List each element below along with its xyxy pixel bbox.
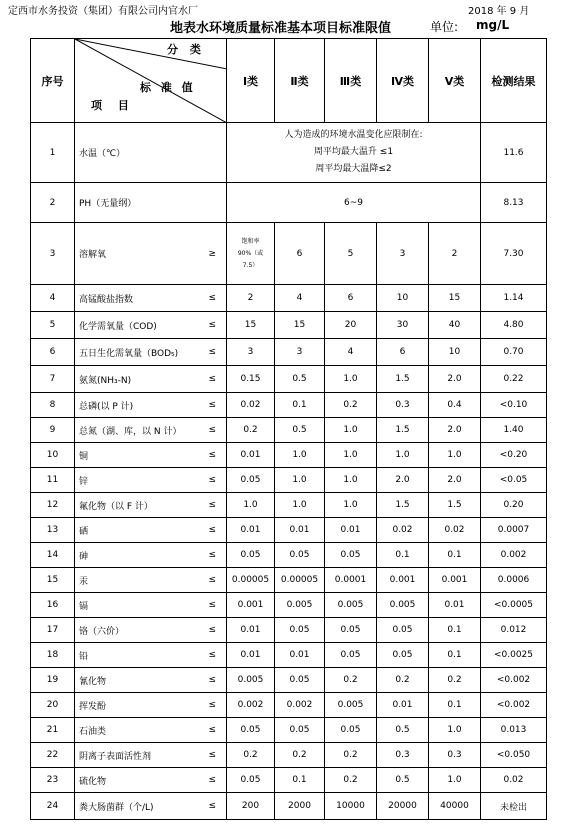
- row-class4: 0.1: [377, 543, 429, 568]
- row-name: 水温（℃）: [75, 123, 227, 183]
- row-class2: 0.5: [275, 418, 325, 443]
- row-class2: 0.00005: [275, 568, 325, 593]
- row-class2: 0.05: [275, 718, 325, 743]
- row-class1: 0.01: [227, 518, 275, 543]
- row-class3: 0.2: [325, 768, 377, 793]
- comparison-sign: ≤: [208, 801, 216, 811]
- row-class5: 0.1: [429, 693, 481, 718]
- row-seq: 16: [31, 593, 75, 618]
- row-result: <0.0025: [481, 643, 547, 668]
- table-row: [31, 223, 547, 285]
- row-class2: 4: [275, 285, 325, 312]
- row-class3: 1.0: [325, 418, 377, 443]
- comparison-sign: ≥: [208, 248, 216, 259]
- diag-category-label: 分 类: [167, 43, 205, 56]
- row-name: 高锰酸盐指数: [79, 294, 134, 305]
- row-name-cell: [75, 768, 227, 793]
- row-class4: 1.5: [377, 418, 429, 443]
- row-class5: 10: [429, 339, 481, 366]
- comparison-sign: ≤: [208, 293, 216, 303]
- row-name: 铅: [79, 651, 89, 662]
- row-class5: 0.1: [429, 618, 481, 643]
- row-seq: 15: [31, 568, 75, 593]
- row-class4: 0.01: [377, 693, 429, 718]
- header-class4: Ⅳ类: [377, 39, 429, 123]
- row-class4: 0.5: [377, 768, 429, 793]
- row-seq: 7: [31, 366, 75, 393]
- row-class1: 0.01: [227, 443, 275, 468]
- row-name: 挥发酚: [79, 701, 107, 712]
- header-class3: Ⅲ类: [325, 39, 377, 123]
- table-row: [31, 285, 547, 312]
- row-name-cell: [75, 593, 227, 618]
- row-class4: 30: [377, 312, 429, 339]
- row-class3: 0.05: [325, 543, 377, 568]
- row-seq: 2: [31, 183, 75, 223]
- row-class1: 200: [227, 793, 275, 820]
- row-seq: 1: [31, 123, 75, 183]
- row-seq: 9: [31, 418, 75, 443]
- header-diagonal-cell: [75, 39, 227, 123]
- row-name-cell: [75, 618, 227, 643]
- table-row: [31, 418, 547, 443]
- row-result: 0.22: [481, 366, 547, 393]
- row-class5: 0.4: [429, 393, 481, 418]
- row-class5: 0.02: [429, 518, 481, 543]
- row-name-cell: [75, 418, 227, 443]
- row-seq: 24: [31, 793, 75, 820]
- row-seq: 18: [31, 643, 75, 668]
- row-class1: 3: [227, 339, 275, 366]
- row-name-cell: [75, 743, 227, 768]
- top-bar: [0, 0, 584, 16]
- row-name-cell: [75, 543, 227, 568]
- row-name: 铜: [79, 451, 89, 462]
- comparison-sign: ≤: [208, 450, 216, 460]
- row-seq: 23: [31, 768, 75, 793]
- table-row: [31, 339, 547, 366]
- row-name-cell: [75, 393, 227, 418]
- row-class4: 2.0: [377, 468, 429, 493]
- comparison-sign: ≤: [208, 575, 216, 585]
- row-class2: 0.2: [275, 743, 325, 768]
- row-class1: 0.2: [227, 418, 275, 443]
- row-result: 1.14: [481, 285, 547, 312]
- row-class1: 0.2: [227, 743, 275, 768]
- unit-label: 单位:: [430, 20, 459, 34]
- comparison-sign: ≤: [208, 320, 216, 330]
- row-class3: 0.05: [325, 618, 377, 643]
- row-class3: 20: [325, 312, 377, 339]
- row-class2: 0.5: [275, 366, 325, 393]
- row-name: 硒: [79, 526, 89, 537]
- comparison-sign: ≤: [208, 700, 216, 710]
- row-class3: 5: [325, 223, 377, 285]
- row-class4: 0.3: [377, 393, 429, 418]
- row-name: 阴离子表面活性剂: [79, 751, 152, 762]
- row-class5: 40000: [429, 793, 481, 820]
- row-name: 五日生化需氧量（BOD₅): [79, 348, 179, 359]
- class1-line: 7.5）: [242, 261, 259, 269]
- row-class2: 0.1: [275, 768, 325, 793]
- row-class4: 3: [377, 223, 429, 285]
- water-temp-note: [227, 123, 481, 183]
- row-class3: 1.0: [325, 366, 377, 393]
- row-result: <0.20: [481, 443, 547, 468]
- header-seq: 序号: [31, 39, 75, 123]
- row-result: 1.40: [481, 418, 547, 443]
- row-class5: 1.0: [429, 718, 481, 743]
- row-class1: 0.001: [227, 593, 275, 618]
- table-row: [31, 543, 547, 568]
- row-class1: 0.002: [227, 693, 275, 718]
- row-class4: 1.5: [377, 493, 429, 518]
- row-class2: 15: [275, 312, 325, 339]
- header-row: [31, 39, 547, 123]
- row-class3: 0.005: [325, 693, 377, 718]
- row-name: 粪大肠菌群（个/L): [79, 802, 154, 813]
- row-result: 0.02: [481, 768, 547, 793]
- row-name: 硫化物: [79, 776, 107, 787]
- row-class2: 1.0: [275, 443, 325, 468]
- comparison-sign: ≤: [208, 374, 216, 384]
- row-class4: 10: [377, 285, 429, 312]
- row-result: 0.002: [481, 543, 547, 568]
- row-class4: 0.001: [377, 568, 429, 593]
- header-class1: Ⅰ类: [227, 39, 275, 123]
- row-class1: 0.02: [227, 393, 275, 418]
- row-class5: 0.1: [429, 543, 481, 568]
- row-result: 0.70: [481, 339, 547, 366]
- table-row: [31, 366, 547, 393]
- row-name-cell: [75, 468, 227, 493]
- row-class2: 2000: [275, 793, 325, 820]
- row-name-cell: [75, 339, 227, 366]
- row-class2: 0.01: [275, 643, 325, 668]
- table-row: [31, 668, 547, 693]
- row-result: 0.013: [481, 718, 547, 743]
- row-class3: 1.0: [325, 493, 377, 518]
- row-name: PH（无量纲）: [75, 183, 227, 223]
- table-row: [31, 718, 547, 743]
- row-name: 氨氮(NH₃-N): [79, 375, 132, 386]
- diag-item-label: 项 目: [91, 99, 135, 112]
- row-name: 锌: [79, 476, 89, 487]
- row-class4: 0.02: [377, 518, 429, 543]
- row-result: <0.0005: [481, 593, 547, 618]
- table-row: [31, 618, 547, 643]
- row-class4: 0.005: [377, 593, 429, 618]
- row-name: 镉: [79, 601, 89, 612]
- comparison-sign: ≤: [208, 500, 216, 510]
- table-row: [31, 183, 547, 223]
- row-class5: 0.001: [429, 568, 481, 593]
- table-row: [31, 568, 547, 593]
- table-row: [31, 743, 547, 768]
- row-result: 0.012: [481, 618, 547, 643]
- row-class4: 1.5: [377, 366, 429, 393]
- row-seq: 22: [31, 743, 75, 768]
- table-row: [31, 693, 547, 718]
- row-name-cell: [75, 568, 227, 593]
- row-class5: 2.0: [429, 418, 481, 443]
- row-seq: 13: [31, 518, 75, 543]
- row-name: 氟化物（以 F 计）: [79, 501, 153, 512]
- row-class3: 10000: [325, 793, 377, 820]
- diag-standard-label: 标 准 值: [140, 81, 196, 94]
- row-class5: 0.2: [429, 668, 481, 693]
- row-class5: 2.0: [429, 468, 481, 493]
- row-class3: 1.0: [325, 443, 377, 468]
- table-row: [31, 393, 547, 418]
- row-class1: 0.00005: [227, 568, 275, 593]
- row-class3: 0.0001: [325, 568, 377, 593]
- table-row: [31, 468, 547, 493]
- header-class2: Ⅱ类: [275, 39, 325, 123]
- table-row: [31, 518, 547, 543]
- row-class2: 0.002: [275, 693, 325, 718]
- row-name-cell: [75, 493, 227, 518]
- row-class5: 0.3: [429, 743, 481, 768]
- row-name-cell: [75, 443, 227, 468]
- row-class1: 0.05: [227, 543, 275, 568]
- note-line: 周平均最大温降≤2: [315, 164, 392, 174]
- row-result: <0.050: [481, 743, 547, 768]
- row-class1: 0.01: [227, 618, 275, 643]
- row-class2: 0.05: [275, 668, 325, 693]
- header-result: 检测结果: [481, 39, 547, 123]
- row-class2: 1.0: [275, 493, 325, 518]
- comparison-sign: ≤: [208, 425, 216, 435]
- row-name-cell: [75, 312, 227, 339]
- row-class3: 0.2: [325, 743, 377, 768]
- row-seq: 17: [31, 618, 75, 643]
- row-result: 11.6: [481, 123, 547, 183]
- row-result: <0.002: [481, 668, 547, 693]
- row-class5: 0.01: [429, 593, 481, 618]
- row-class2: 1.0: [275, 468, 325, 493]
- row-class4: 0.2: [377, 668, 429, 693]
- row-name: 溶解氧: [79, 250, 107, 260]
- row-name: 化学需氧量（COD): [79, 321, 157, 332]
- row-result: <0.002: [481, 693, 547, 718]
- row-class4: 0.05: [377, 618, 429, 643]
- organization-name: 定西市水务投资（集团）有限公司内官水厂: [8, 6, 198, 17]
- row-class4: 6: [377, 339, 429, 366]
- row-class5: 15: [429, 285, 481, 312]
- table-row: [31, 768, 547, 793]
- standards-table: [30, 38, 547, 820]
- comparison-sign: ≤: [208, 650, 216, 660]
- row-class3: 0.005: [325, 593, 377, 618]
- table-row: [31, 643, 547, 668]
- row-result: 4.80: [481, 312, 547, 339]
- row-name-cell: [75, 366, 227, 393]
- note-line: 人为造成的环境水温变化应限制在:: [284, 130, 423, 140]
- row-seq: 12: [31, 493, 75, 518]
- unit-value: mg/L: [476, 18, 510, 32]
- row-result: 未检出: [481, 793, 547, 820]
- row-seq: 21: [31, 718, 75, 743]
- row-class2: 0.05: [275, 618, 325, 643]
- row-seq: 10: [31, 443, 75, 468]
- class1-line: 90%（或: [237, 249, 264, 257]
- table-row: [31, 493, 547, 518]
- comparison-sign: ≤: [208, 675, 216, 685]
- comparison-sign: ≤: [208, 400, 216, 410]
- row-class5: 2.0: [429, 366, 481, 393]
- row-class3: 0.05: [325, 718, 377, 743]
- ph-range: 6~9: [227, 183, 481, 223]
- row-result: 0.0007: [481, 518, 547, 543]
- comparison-sign: ≤: [208, 475, 216, 485]
- row-name: 氰化物: [79, 676, 107, 687]
- row-name-cell: [75, 718, 227, 743]
- row-seq: 20: [31, 693, 75, 718]
- row-name-cell: [75, 668, 227, 693]
- row-class5: 1.5: [429, 493, 481, 518]
- row-seq: 4: [31, 285, 75, 312]
- row-name-cell: [75, 793, 227, 820]
- row-name-cell: [75, 693, 227, 718]
- row-name-cell: [75, 223, 227, 285]
- row-class5: 0.1: [429, 643, 481, 668]
- row-result: 8.13: [481, 183, 547, 223]
- table-row: [31, 793, 547, 820]
- page-title: 地表水环境质量标准基本项目标准限值: [170, 21, 392, 36]
- row-result: 7.30: [481, 223, 547, 285]
- row-result: 0.20: [481, 493, 547, 518]
- row-class2: 3: [275, 339, 325, 366]
- row-class4: 1.0: [377, 443, 429, 468]
- row-name-cell: [75, 518, 227, 543]
- row-class2: 6: [275, 223, 325, 285]
- comparison-sign: ≤: [208, 600, 216, 610]
- report-date: 2018 年 9 月: [468, 6, 530, 17]
- row-name: 石油类: [79, 726, 107, 737]
- row-name-cell: [75, 643, 227, 668]
- row-class3: 4: [325, 339, 377, 366]
- row-name: 总磷(以 P 计): [79, 401, 134, 412]
- row-class1: 0.05: [227, 468, 275, 493]
- row-class1: 15: [227, 312, 275, 339]
- row-class1: 0.01: [227, 643, 275, 668]
- row-class3: 1.0: [325, 468, 377, 493]
- row-class1: 0.005: [227, 668, 275, 693]
- row-seq: 19: [31, 668, 75, 693]
- row-class3: 0.2: [325, 668, 377, 693]
- table-row: [31, 443, 547, 468]
- row-result: 0.0006: [481, 568, 547, 593]
- comparison-sign: ≤: [208, 347, 216, 357]
- row-class1: 1.0: [227, 493, 275, 518]
- row-class2: 0.01: [275, 518, 325, 543]
- comparison-sign: ≤: [208, 725, 216, 735]
- row-class2: 0.1: [275, 393, 325, 418]
- table-body: [31, 123, 547, 820]
- row-class5: 40: [429, 312, 481, 339]
- row-class5: 1.0: [429, 768, 481, 793]
- row-seq: 14: [31, 543, 75, 568]
- table-row: [31, 123, 547, 183]
- comparison-sign: ≤: [208, 525, 216, 535]
- row-class2: 0.005: [275, 593, 325, 618]
- class1-line: 饱和率: [241, 237, 260, 245]
- row-seq: 6: [31, 339, 75, 366]
- comparison-sign: ≤: [208, 550, 216, 560]
- comparison-sign: ≤: [208, 625, 216, 635]
- row-name: 铬（六价）: [79, 626, 125, 637]
- row-class3: 0.01: [325, 518, 377, 543]
- row-seq: 3: [31, 223, 75, 285]
- row-class4: 0.05: [377, 643, 429, 668]
- row-name: 汞: [79, 576, 89, 587]
- row-class5: 1.0: [429, 443, 481, 468]
- row-result: <0.05: [481, 468, 547, 493]
- table-row: [31, 593, 547, 618]
- comparison-sign: ≤: [208, 750, 216, 760]
- row-class1: 0.15: [227, 366, 275, 393]
- row-class1: 0.05: [227, 718, 275, 743]
- row-class5: 2: [429, 223, 481, 285]
- row-seq: 8: [31, 393, 75, 418]
- row-class1: [227, 223, 275, 285]
- row-name-cell: [75, 285, 227, 312]
- row-class2: 0.05: [275, 543, 325, 568]
- row-class3: 0.05: [325, 643, 377, 668]
- row-class3: 6: [325, 285, 377, 312]
- header-class5: Ⅴ类: [429, 39, 481, 123]
- row-class4: 20000: [377, 793, 429, 820]
- comparison-sign: ≤: [208, 775, 216, 785]
- row-seq: 11: [31, 468, 75, 493]
- table-row: [31, 312, 547, 339]
- row-class3: 0.2: [325, 393, 377, 418]
- title-row: [0, 16, 584, 36]
- row-seq: 5: [31, 312, 75, 339]
- row-class1: 0.05: [227, 768, 275, 793]
- row-class1: 2: [227, 285, 275, 312]
- row-name: 砷: [79, 551, 89, 562]
- row-class4: 0.3: [377, 743, 429, 768]
- row-name: 总氮（湖、库，以 N 计）: [79, 426, 182, 437]
- note-line: 周平均最大温升 ≤1: [313, 147, 394, 157]
- row-class4: 0.5: [377, 718, 429, 743]
- row-result: <0.10: [481, 393, 547, 418]
